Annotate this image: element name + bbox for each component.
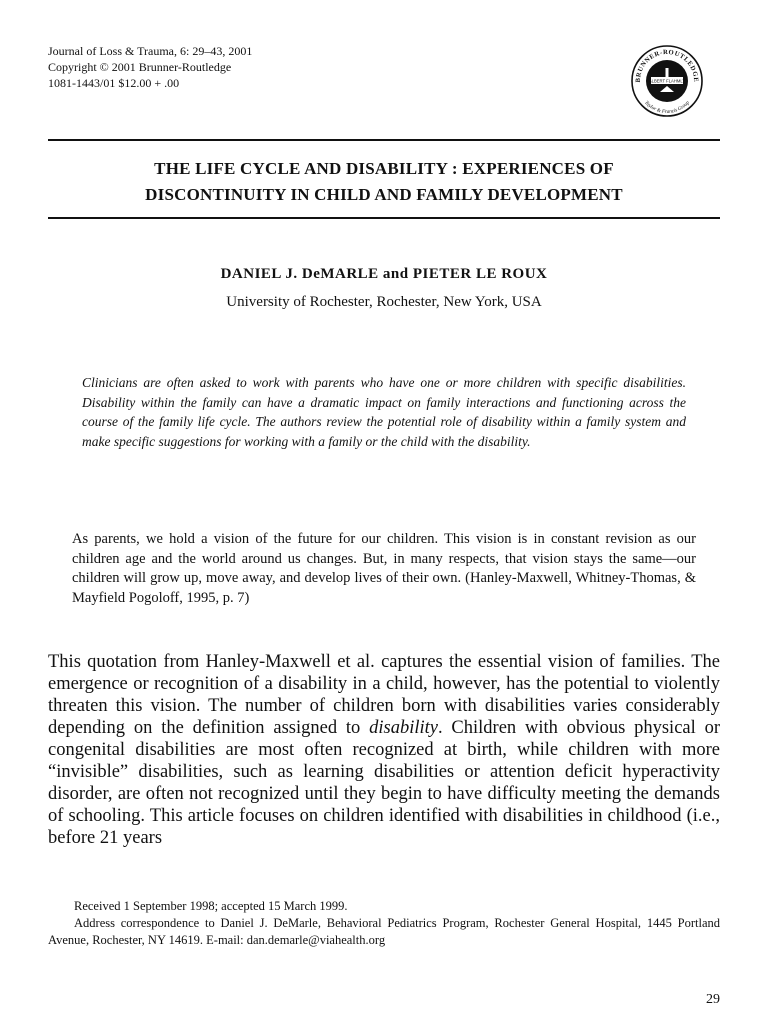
body-text-part-2: . Children with obvious physical or congenital disabilities are most often recognized at birth, while children with more “invisible” disabilities, such as learning disabilities or attention deficit hyperactivity disorder, are often not recognized until they begin to have difficulty meeting the demands of schooling. This article focuses on children identified with disabilities in childhood (i.e., before 21 years — [48, 718, 720, 848]
logo-inner-text: ALBERT FLAHMLY — [648, 78, 686, 84]
received-dates: Received 1 September 1998; accepted 15 March 1999. — [74, 899, 348, 913]
issn-line: 1081-1443/01 $12.00 + .00 — [48, 76, 180, 90]
logo-bottom-text: Taylor & Francis Group — [643, 99, 691, 116]
author-affiliation: University of Rochester, Rochester, New York, USA — [226, 294, 542, 310]
journal-header — [48, 43, 252, 91]
title-line-1: THE LIFE CYCLE AND DISABILITY : EXPERIENCES OF — [154, 159, 614, 178]
body-paragraph — [48, 651, 720, 849]
logo-top-text: BRUNNER-ROUTLEDGE — [634, 48, 700, 83]
journal-citation: Journal of Loss & Trauma, 6: 29–43, 2001 — [48, 44, 253, 58]
body-emphasis: disability — [369, 718, 438, 738]
abstract: Clinicians are often asked to work with parents who have one or more children with specific disabilities. Disability within the family can have a dramatic impact on family interactions and functioning across the course of the family life cycle. The authors review the potential role of disability within a family system and make specific suggestions for working with a family or the child with the disability. — [82, 375, 686, 449]
correspondence-address: Address correspondence to Daniel J. DeMarle, Behavioral Pediatrics Program, Rochester General Hospital, 1445 Portland Avenue, Rochester, NY 14619. E-mail: dan.demarle@viahealth.org — [48, 916, 720, 947]
author-names: DANIEL J. DeMARLE and PIETER LE ROUX — [220, 266, 548, 282]
copyright-line: Copyright © 2001 Brunner-Routledge — [48, 60, 232, 74]
footnote — [48, 898, 720, 949]
top-rule — [48, 139, 720, 141]
title-bottom-rule — [48, 217, 720, 219]
title-line-2: DISCONTINUITY IN CHILD AND FAMILY DEVELOPMENT — [145, 185, 623, 204]
publisher-logo — [630, 44, 704, 118]
page-number: 29 — [706, 992, 720, 1007]
body-text-part-1: This quotation from Hanley-Maxwell et al. captures the essential vision of families. The emergence or recognition of a disability in a child, however, has the potential to violently threaten this vision. The number of children born with disabilities varies considerably depending on the definition assigned to — [48, 652, 720, 738]
article-title — [48, 156, 720, 208]
epigraph-quote: As parents, we hold a vision of the future for our children. This vision is in constant revision as our children age and the world around us changes. But, in many respects, that vision stays the same—our children will grow up, move away, and develop lives of their own. (Hanley-Maxwell, Whitney-Thomas, & Mayfield Pogoloff, 1995, p. 7) — [72, 531, 696, 606]
